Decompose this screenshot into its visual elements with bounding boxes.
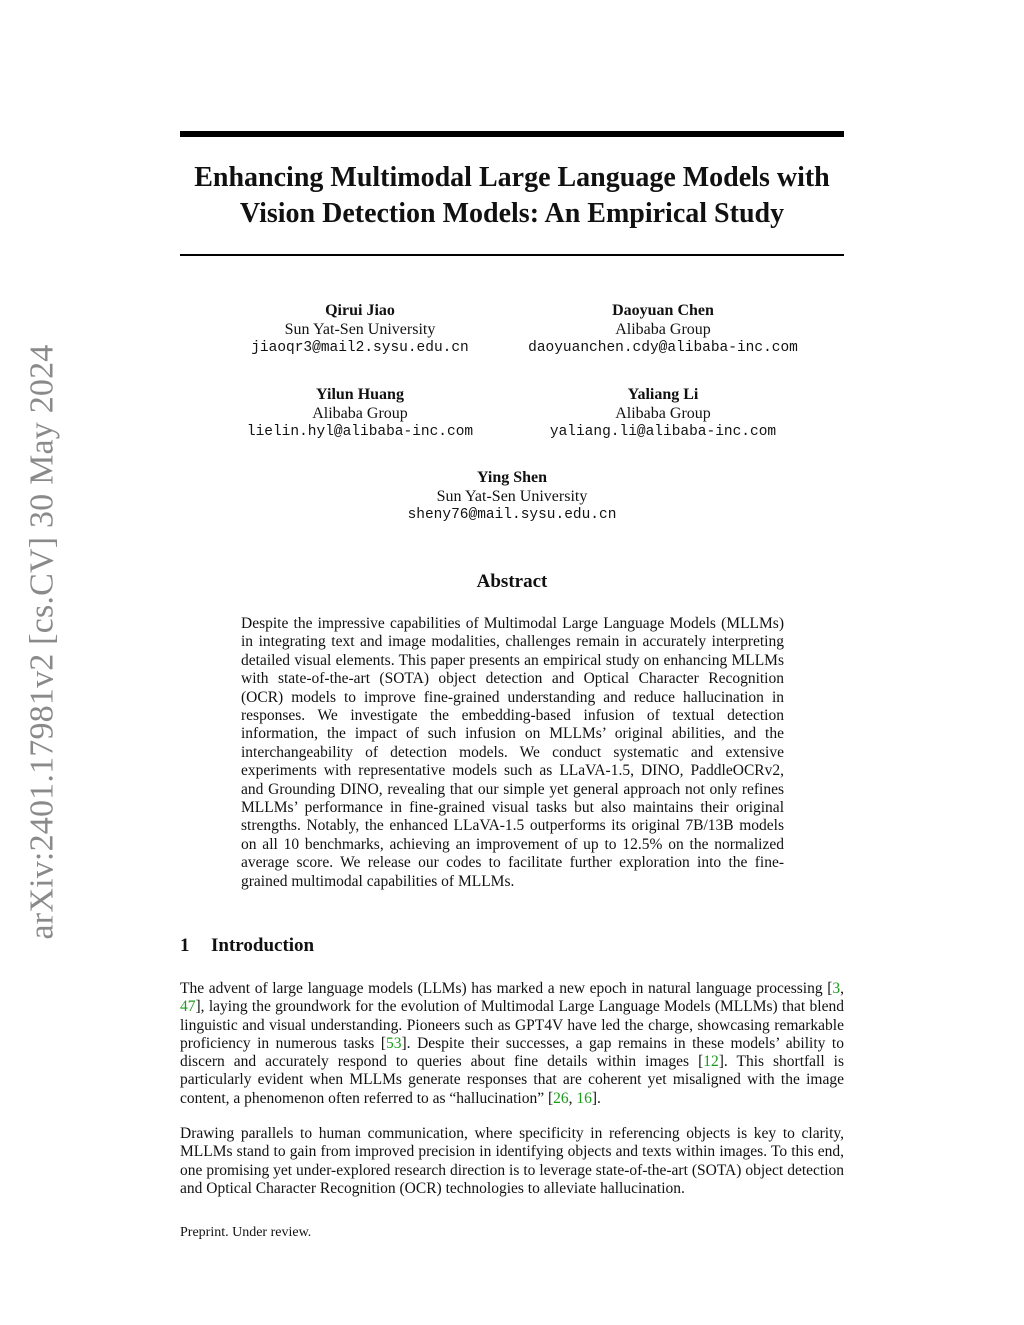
arxiv-identifier-stamp: [17, 342, 67, 942]
author-email[interactable]: jiaoqr3@mail2.sysu.edu.cn: [251, 340, 469, 356]
citation-link[interactable]: 3: [832, 980, 841, 997]
text-run: ,: [840, 980, 844, 997]
arxiv-id-text: arXiv:2401.17981v2 [cs.CV] 30 May 2024: [23, 344, 61, 940]
paper-title: [180, 160, 844, 232]
text-run: The advent of large language models (LLMs) has marked a new epoch in natural language processing [: [180, 980, 833, 997]
author-email[interactable]: yaliang.li@alibaba-inc.com: [549, 424, 777, 440]
preprint-footer: Preprint. Under review.: [180, 1225, 312, 1240]
author-block-4: [523, 385, 803, 442]
author-email[interactable]: daoyuanchen.cdy@alibaba-inc.com: [528, 340, 798, 356]
citation-link[interactable]: 47: [180, 998, 196, 1016]
author-affiliation: Alibaba Group: [615, 321, 711, 338]
text-run: ,: [568, 1089, 577, 1107]
section-number: 1: [180, 935, 190, 956]
author-affiliation: Sun Yat-Sen University: [436, 488, 588, 505]
text-run: ].: [591, 1089, 601, 1107]
author-affiliation: Alibaba Group: [312, 405, 408, 422]
section-heading-introduction: [180, 934, 314, 958]
author-block-3: [230, 385, 490, 442]
citation-link[interactable]: 53: [386, 1034, 402, 1052]
author-name: Qirui Jiao: [325, 302, 395, 319]
author-block-1: [230, 301, 490, 358]
author-email[interactable]: lielin.hyl@alibaba-inc.com: [246, 424, 474, 440]
citation-link[interactable]: 12: [703, 1053, 719, 1071]
intro-paragraph-2: Drawing parallels to human communication, where specificity in referencing objects is key to clarity, MLLMs stand to gain from improved precision in identifying objects and texts within images. To this end, one promising yet under-explored research direction is to leverage state-of-the-art (SOTA) object detection and Optical Character Recognition (OCR) technologies to alleviate hallucination.: [180, 1125, 844, 1197]
author-affiliation: Sun Yat-Sen University: [284, 321, 436, 338]
citation-link[interactable]: 26: [553, 1089, 569, 1107]
text-run: ], laying the groundwork for the evolution of Multimodal Large Language Models (MLLMs) that blend linguistic and visual understanding. Pioneers such as GPT4V have led the charge, showcasing remarkable proficiency in numerous tasks [: [180, 998, 844, 1052]
intro-paragraph-1: [180, 980, 844, 1108]
text-run: ]. This shortfall is particularly evident when MLLMs generate responses that are coherent yet misaligned with the image content, a phenomenon often referred to as “hallucination” [: [180, 1053, 844, 1107]
author-name: Yaliang Li: [627, 386, 699, 403]
author-name: Yilun Huang: [316, 386, 404, 403]
citation-link[interactable]: 16: [576, 1089, 592, 1107]
author-block-5: [382, 468, 642, 525]
author-name: Daoyuan Chen: [612, 302, 714, 319]
title-top-rule: [180, 131, 844, 137]
text-run: ]. Despite their successes, a gap remains in these models’ ability to discern and accurately respond to queries about fine details within images [: [180, 1034, 844, 1071]
title-bottom-rule: [180, 254, 844, 256]
author-affiliation: Alibaba Group: [615, 405, 711, 422]
title-line-2: Vision Detection Models: An Empirical Study: [239, 198, 785, 229]
section-title: Introduction: [211, 935, 315, 956]
author-name: Ying Shen: [476, 469, 548, 486]
title-line-1: Enhancing Multimodal Large Language Models with: [194, 162, 830, 193]
abstract-body: Despite the impressive capabilities of Multimodal Large Language Models (MLLMs) in integrating text and image modalities, challenges remain in accurately interpreting detailed visual elements. This paper presents an empirical study on enhancing MLLMs with state-of-the-art (SOTA) object detection and Optical Character Recognition (OCR) models to improve fine-grained understanding and reduce hallucination in responses. We investigate the embedding-based infusion of textual detection information, the impact of such infusion on MLLMs’ original abilities, and the interchangeability of detection models. We conduct systematic and extensive experiments with representative models such as LLaVA-1.5, DINO, PaddleOCRv2, and Grounding DINO, revealing that our simple yet general approach not only refines MLLMs’ performance in fine-grained visual tasks but also maintains their original strengths. Notably, the enhanced LLaVA-1.5 outperforms its original 7B/13B models on all 10 benchmarks, achieving an improvement of up to 12.5% on the normalized average score. We release our codes to facilitate further exploration into the fine-grained multimodal capabilities of MLLMs.: [241, 615, 784, 890]
author-email[interactable]: sheny76@mail.sysu.edu.cn: [407, 507, 617, 523]
abstract-heading: Abstract: [476, 571, 548, 592]
author-block-2: [503, 301, 823, 358]
